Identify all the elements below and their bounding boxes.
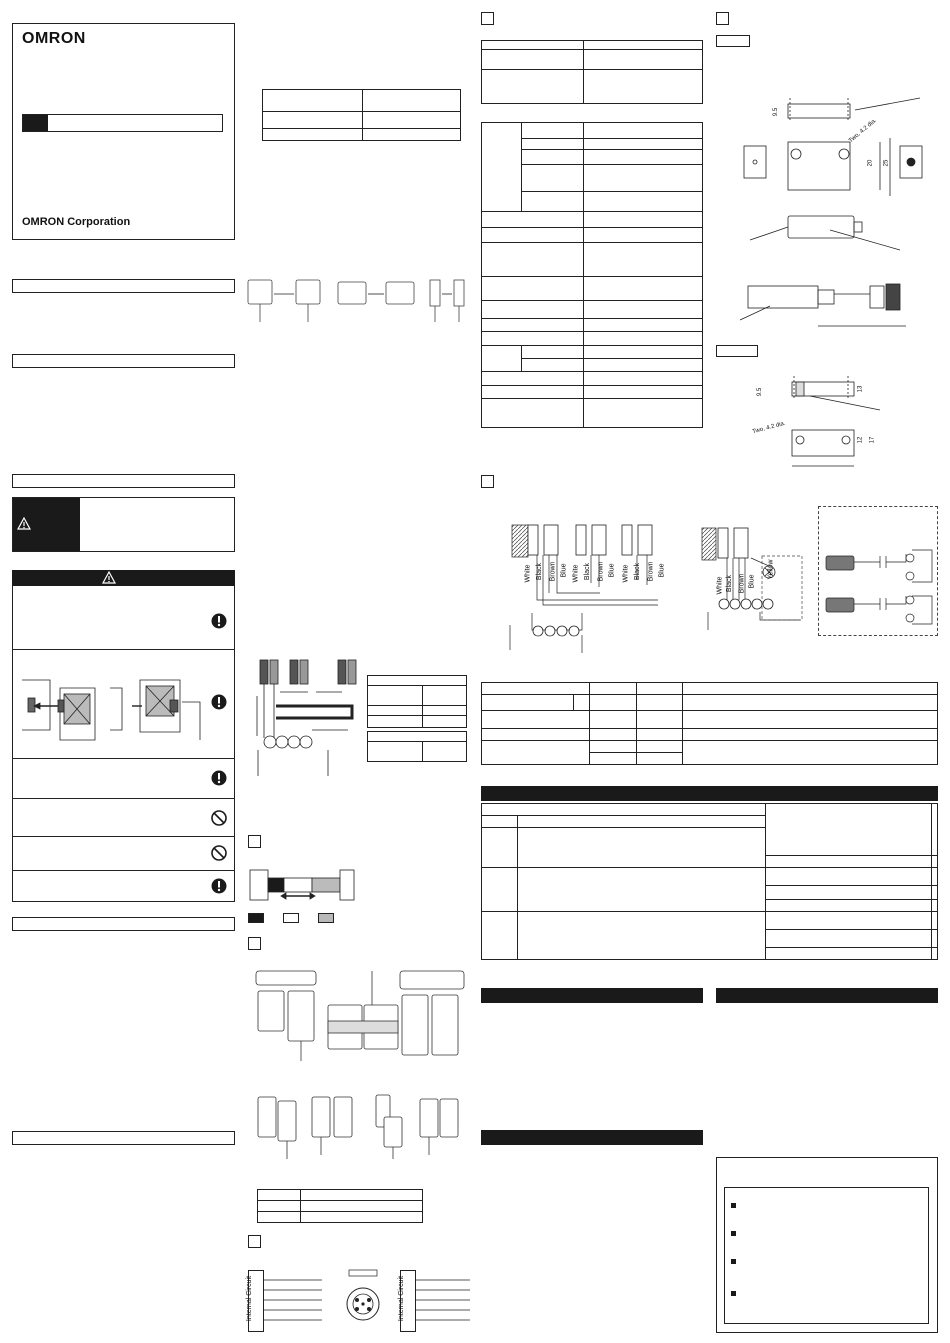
notice-inner-box (724, 1187, 929, 1324)
series-table-b (367, 731, 467, 762)
section-header-4 (12, 917, 235, 931)
legend-swatch-white (283, 913, 299, 923)
mounting-torque-table (257, 1189, 423, 1223)
model-tag-1 (716, 35, 750, 47)
row-divider (12, 798, 235, 799)
model-title-box (22, 114, 223, 132)
wire-label: White (572, 564, 580, 583)
section-header-2 (12, 354, 235, 368)
troubleshooting-header-bar (481, 786, 938, 801)
mandatory-action-icon (211, 770, 227, 786)
wire-label: White (524, 564, 532, 583)
dimension-value: 9.5 (773, 107, 780, 117)
section-header-1 (12, 279, 235, 293)
wire-label: Blue (560, 563, 568, 578)
series-connection-illustration (252, 658, 362, 778)
prohibition-icon (211, 810, 227, 826)
dimension-value: 17 (869, 436, 876, 444)
wire-label: Black (584, 562, 592, 581)
wire-label: Black (536, 562, 544, 581)
dimension-value: 20 (867, 159, 874, 167)
external-circuit-diagram (818, 506, 938, 636)
internal-circuit-label-right: Internal Circuit (398, 1275, 406, 1322)
section-header-5 (12, 1131, 235, 1145)
circuit-lines-left (264, 1270, 326, 1332)
bullet-square-icon (731, 1203, 736, 1208)
section-bar-lower (481, 1130, 703, 1145)
company-name: OMRON Corporation (22, 216, 131, 228)
series-table-a (367, 675, 467, 728)
sensing-distance-illustration (248, 860, 368, 910)
wire-label: Black (634, 562, 642, 581)
mandatory-action-icon (211, 878, 227, 894)
wire-label: Black (726, 574, 734, 593)
mandatory-action-icon (211, 613, 227, 629)
hole-note: Two, 4.2 dia. (848, 117, 878, 145)
dimension-drawing-1 (730, 80, 940, 330)
section-header-3 (12, 474, 235, 488)
mounting-orientation-illustration (248, 965, 468, 1065)
door-mounting-illustration (20, 670, 200, 750)
step-number-box (248, 835, 261, 848)
specs-table-top (481, 40, 703, 104)
dimension-value: 13 (857, 385, 864, 393)
wire-label: Yellow (767, 559, 775, 580)
wire-label: Brown (597, 561, 605, 582)
step-number-box (481, 12, 494, 25)
installation-steps-illustration (248, 1093, 468, 1163)
wire-label: Brown (549, 561, 557, 582)
section-bar-bottom-left (481, 988, 703, 1003)
step-number-box (716, 12, 729, 25)
model-tag-2 (716, 345, 758, 357)
mandatory-action-icon (211, 694, 227, 710)
wire-label: Blue (748, 574, 756, 589)
circuit-lines-right (416, 1270, 476, 1332)
section-bar-bottom-right (716, 988, 938, 1003)
dimension-value: 25 (883, 159, 890, 167)
step-number-box (248, 1235, 261, 1248)
troubleshooting-table (481, 803, 938, 960)
wire-label: Brown (647, 561, 655, 582)
row-divider (12, 649, 235, 650)
row-divider (12, 758, 235, 759)
internal-circuit-label-left: Internal Circuit (246, 1275, 254, 1322)
ratings-table (262, 89, 461, 141)
legend-swatch-gray (318, 913, 334, 923)
warning-triangle-icon (102, 571, 116, 584)
warning-signal-label (13, 498, 80, 551)
dimension-value: 12 (857, 436, 864, 444)
bullet-square-icon (731, 1259, 736, 1264)
wire-label: White (716, 576, 724, 595)
dimension-drawing-2 (770, 370, 900, 480)
hole-note: Two, 4.2 dia. (751, 420, 787, 436)
model-title-marker (23, 115, 48, 131)
warning-triangle-icon (17, 517, 31, 530)
bullet-square-icon (731, 1231, 736, 1236)
wire-label: Blue (608, 563, 616, 578)
row-divider (12, 870, 235, 871)
legend-swatch-black (248, 913, 264, 923)
wire-label: Brown (738, 573, 746, 594)
prohibition-icon (211, 845, 227, 861)
dimension-value: 9.5 (757, 387, 764, 397)
step-number-box (248, 937, 261, 950)
precautions-header (12, 570, 235, 586)
warning-signal-box (12, 497, 235, 552)
wire-label: White (622, 564, 630, 583)
omron-logo: OMRON (22, 30, 86, 47)
specs-table-main (481, 122, 703, 428)
wire-label: Blue (658, 563, 666, 578)
step-number-box (481, 475, 494, 488)
bullet-square-icon (731, 1291, 736, 1296)
output-table (481, 682, 938, 765)
connector-pin-diagram (345, 1280, 385, 1330)
sensor-pair-illustration (246, 278, 471, 328)
row-divider (12, 836, 235, 837)
